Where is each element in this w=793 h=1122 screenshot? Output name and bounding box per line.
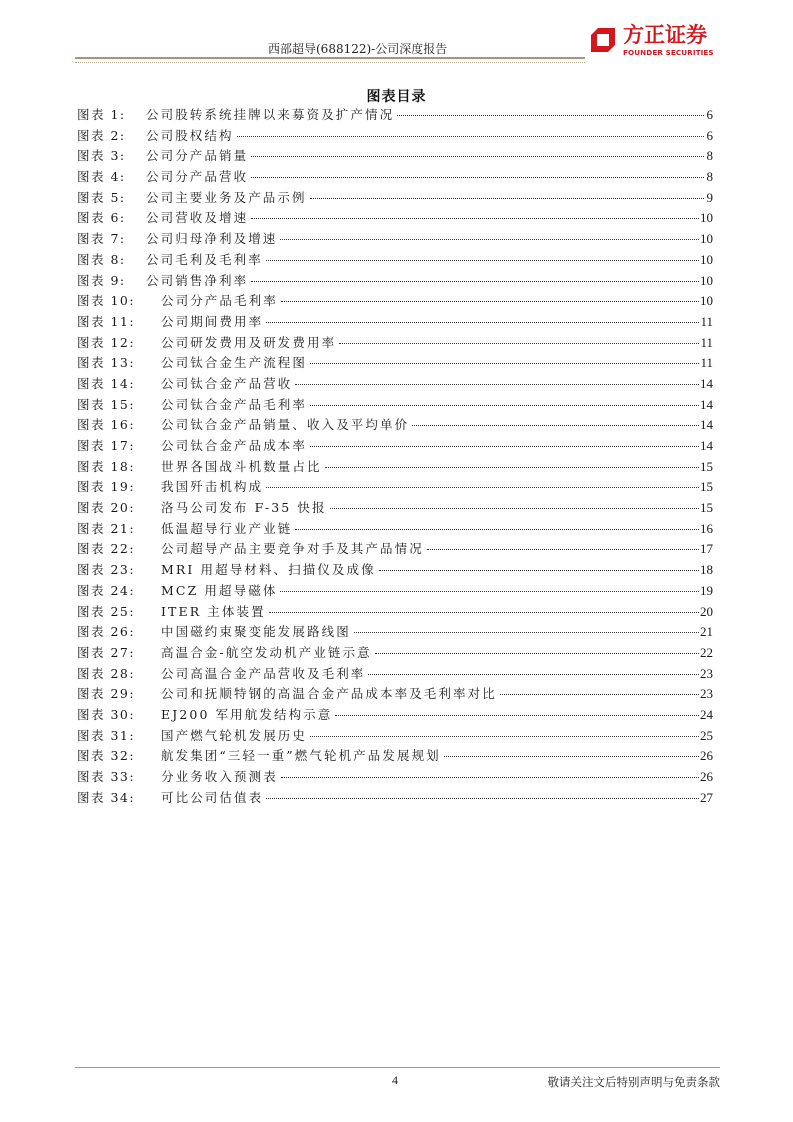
toc-entry[interactable] (77, 353, 713, 374)
toc-entry-page[interactable]: 26 (700, 748, 713, 764)
toc-entry-label: 图表 22: (77, 541, 136, 557)
toc-entry[interactable] (77, 333, 713, 354)
toc-entry[interactable] (77, 146, 713, 167)
toc-entry[interactable] (77, 457, 713, 478)
toc-entry-label: 图表 23: (77, 562, 136, 578)
toc-entry-label: 图表 14: (77, 375, 136, 391)
toc-entry-title[interactable]: 低温超导行业产业链 (161, 520, 293, 536)
toc-entry[interactable] (77, 539, 713, 560)
toc-entry-title[interactable]: 公司营收及增速 (146, 210, 249, 226)
toc-entry-page[interactable]: 23 (700, 686, 713, 702)
footer-divider (75, 1067, 720, 1068)
toc-entry[interactable] (77, 477, 713, 498)
toc-entry-label: 图表 20: (77, 500, 136, 516)
toc-entry-label: 图表 21: (77, 520, 136, 536)
toc-entry[interactable] (77, 560, 713, 581)
toc-entry-title[interactable]: 公司分产品销量 (146, 148, 249, 164)
toc-entry-page[interactable]: 24 (700, 706, 713, 722)
toc-entry[interactable] (77, 395, 713, 416)
toc-entry-title[interactable]: 公司高温合金产品营收及毛利率 (161, 665, 366, 681)
dot-leader (281, 301, 699, 302)
toc-entry-title[interactable]: EJ200 军用航发结构示意 (161, 706, 333, 722)
toc-entry-label: 图表 29: (77, 686, 136, 702)
toc-entry[interactable] (77, 684, 713, 705)
toc-entry[interactable] (77, 788, 713, 809)
toc-entry-title[interactable]: 世界各国战斗机数量占比 (161, 458, 322, 474)
toc-entry-page[interactable]: 18 (700, 562, 713, 578)
toc-entry-page[interactable]: 11 (700, 355, 713, 371)
toc-entry[interactable] (77, 105, 713, 126)
dot-leader (251, 218, 699, 219)
toc-entry-title[interactable]: 公司分产品营收 (146, 169, 249, 185)
toc-entry-label: 图表 3: (77, 148, 126, 164)
toc-entry-title[interactable]: 公司钛合金生产流程图 (161, 355, 308, 371)
header-dotted-divider (75, 62, 585, 63)
toc-entry-page[interactable]: 10 (700, 231, 713, 247)
dot-leader (269, 612, 699, 613)
toc-entry-label: 图表 17: (77, 438, 136, 453)
toc-entry-label: 图表 8: (77, 251, 126, 267)
toc-entry-page[interactable]: 15 (700, 500, 713, 516)
toc-entry-title[interactable]: 我国歼击机构成 (161, 479, 264, 495)
toc-entry-label: 图表 12: (77, 334, 136, 350)
toc-entry[interactable] (77, 643, 713, 664)
toc-entry[interactable] (77, 726, 713, 747)
toc-entry-page[interactable]: 14 (700, 438, 713, 453)
dot-leader (310, 363, 699, 364)
toc-entry-title[interactable]: 公司分产品毛利率 (161, 293, 278, 309)
dot-leader (427, 549, 699, 550)
toc-entry-page[interactable]: 16 (700, 520, 713, 536)
dot-leader (330, 508, 699, 509)
toc-entry-title[interactable]: 公司钛合金产品营收 (161, 375, 293, 391)
toc-entry[interactable] (77, 291, 713, 312)
toc-entry-title[interactable]: MRI 用超导材料、扫描仪及成像 (161, 562, 376, 578)
toc-entry-page[interactable]: 26 (700, 769, 713, 784)
dot-leader (354, 632, 699, 633)
toc-entry[interactable] (77, 271, 713, 292)
toc-entry-page[interactable]: 23 (700, 665, 713, 681)
toc-entry-page[interactable]: 15 (700, 479, 713, 495)
dot-leader (310, 736, 699, 737)
toc-entry[interactable] (77, 126, 713, 147)
toc-entry-page[interactable]: 20 (700, 603, 713, 619)
toc-entry-title[interactable]: 国产燃气轮机发展历史 (161, 727, 308, 743)
toc-entry[interactable] (77, 746, 713, 767)
toc-entry-label: 图表 16: (77, 417, 136, 433)
toc-entry-title[interactable]: 中国磁约束聚变能发展路线图 (161, 624, 351, 640)
toc-entry-page[interactable]: 14 (700, 375, 713, 391)
toc-entry-page[interactable]: 17 (700, 541, 713, 557)
toc-entry-title[interactable]: 公司钛合金产品毛利率 (161, 396, 308, 412)
dot-leader (325, 467, 699, 468)
toc-entry-title[interactable]: 航发集团“三轻一重”燃气轮机产品发展规划 (161, 748, 441, 764)
toc-title: 图表目录 (366, 89, 427, 105)
chart-index-list (77, 105, 713, 808)
toc-entry-label: 图表 32: (77, 748, 136, 764)
toc-entry-label: 图表 5: (77, 189, 126, 205)
toc-entry-label: 图表 9: (77, 272, 126, 288)
toc-entry[interactable] (77, 374, 713, 395)
toc-entry[interactable] (77, 498, 713, 519)
dot-leader (310, 405, 699, 406)
toc-entry-label: 图表 4: (77, 169, 126, 185)
toc-entry-page[interactable]: 10 (700, 210, 713, 226)
toc-entry[interactable] (77, 250, 713, 271)
toc-entry-title[interactable]: 公司钛合金产品成本率 (161, 438, 308, 453)
toc-entry-label: 图表 1: (77, 107, 126, 122)
toc-entry-page[interactable]: 8 (706, 148, 713, 164)
dot-leader (237, 136, 704, 137)
toc-entry-title[interactable]: 公司超导产品主要竞争对手及其产品情况 (161, 541, 424, 557)
toc-entry-page[interactable]: 10 (700, 293, 713, 309)
dot-leader (266, 260, 699, 261)
dot-leader (310, 446, 699, 447)
toc-entry-label: 图表 2: (77, 127, 126, 143)
toc-entry-page[interactable]: 19 (700, 582, 713, 598)
toc-entry-page[interactable]: 22 (700, 644, 713, 660)
toc-entry-title[interactable]: 公司主要业务及产品示例 (146, 189, 307, 205)
dot-leader (397, 115, 704, 116)
dot-leader (266, 487, 699, 488)
dot-leader (444, 756, 699, 757)
toc-entry-label: 图表 25: (77, 603, 136, 619)
dot-leader (251, 177, 704, 178)
toc-entry[interactable] (77, 229, 713, 250)
disclaimer-text: 敬请关注文后特别声明与免责条款 (547, 1075, 720, 1089)
toc-entry-label: 图表 24: (77, 582, 136, 598)
dot-leader (500, 694, 699, 695)
toc-entry-label: 图表 27: (77, 644, 136, 660)
dot-leader (379, 570, 699, 571)
toc-entry-title[interactable]: 分业务收入预测表 (161, 769, 278, 784)
toc-entry[interactable] (77, 581, 713, 602)
toc-entry[interactable] (77, 415, 713, 436)
logo-name-en: FOUNDER SECURITIES (623, 48, 714, 57)
toc-entry-title[interactable]: 公司毛利及毛利率 (146, 251, 263, 267)
toc-entry-title[interactable]: 可比公司估值表 (161, 789, 264, 805)
toc-entry-title[interactable]: 公司销售净利率 (146, 272, 249, 288)
toc-entry-title[interactable]: 高温合金-航空发动机产业链示意 (161, 644, 372, 660)
founder-logo-icon (589, 26, 617, 54)
dot-leader (280, 239, 699, 240)
toc-entry-page[interactable]: 11 (700, 313, 713, 329)
toc-entry-label: 图表 34: (77, 789, 136, 805)
toc-entry-label: 图表 11: (77, 313, 136, 329)
toc-entry-title[interactable]: 公司钛合金产品销量、收入及平均单价 (161, 417, 410, 433)
toc-entry-label: 图表 15: (77, 396, 136, 412)
report-title: 西部超导(688122)-公司深度报告 (268, 42, 448, 56)
toc-entry-title[interactable]: MCZ 用超导磁体 (161, 582, 278, 598)
toc-entry-title[interactable]: 公司和抚顺特钢的高温合金产品成本率及毛利率对比 (161, 686, 497, 702)
toc-entry[interactable] (77, 622, 713, 643)
toc-entry[interactable] (77, 602, 713, 623)
toc-entry-title[interactable]: 公司期间费用率 (161, 313, 264, 329)
toc-entry[interactable] (77, 188, 713, 209)
toc-entry-title[interactable]: 公司股权结构 (146, 127, 234, 143)
dot-leader (266, 322, 699, 323)
dot-leader (310, 198, 704, 199)
toc-entry-label: 图表 18: (77, 458, 136, 474)
dot-leader (412, 425, 699, 426)
toc-entry[interactable] (77, 208, 713, 229)
toc-entry-page[interactable]: 10 (700, 272, 713, 288)
toc-entry[interactable] (77, 167, 713, 188)
logo-name-cn: 方正证券 (623, 23, 707, 47)
header-divider (75, 57, 585, 59)
dot-leader (295, 529, 699, 530)
toc-entry-label: 图表 6: (77, 210, 126, 226)
dot-leader (251, 156, 704, 157)
toc-entry-label: 图表 31: (77, 727, 136, 743)
dot-leader (251, 281, 699, 282)
toc-entry-title[interactable]: 洛马公司发布 F-35 快报 (161, 500, 327, 516)
toc-entry-page[interactable]: 10 (700, 251, 713, 267)
toc-entry-page[interactable]: 11 (700, 334, 713, 350)
toc-entry[interactable] (77, 705, 713, 726)
toc-entry[interactable] (77, 664, 713, 685)
toc-entry-title[interactable]: 公司归母净利及增速 (146, 231, 278, 247)
toc-entry-label: 图表 10: (77, 293, 136, 309)
dot-leader (280, 591, 699, 592)
toc-entry-label: 图表 19: (77, 479, 136, 495)
toc-entry-label: 图表 26: (77, 624, 136, 640)
dot-leader (368, 674, 699, 675)
toc-entry-label: 图表 13: (77, 355, 136, 371)
toc-entry-title[interactable]: ITER 主体装置 (161, 603, 266, 619)
page-number: 4 (392, 1073, 398, 1087)
toc-entry-page[interactable]: 8 (706, 169, 713, 185)
page-header (75, 22, 720, 62)
dot-leader (295, 384, 699, 385)
toc-entry[interactable] (77, 312, 713, 333)
dot-leader (266, 798, 699, 799)
toc-entry[interactable] (77, 436, 713, 457)
toc-entry-title[interactable]: 公司研发费用及研发费用率 (161, 334, 337, 350)
toc-entry-page[interactable]: 27 (700, 789, 713, 805)
toc-entry-label: 图表 7: (77, 231, 126, 247)
dot-leader (375, 653, 699, 654)
toc-entry-page[interactable]: 21 (700, 624, 713, 640)
toc-entry-page[interactable]: 6 (706, 107, 713, 122)
dot-leader (281, 777, 699, 778)
toc-entry-label: 图表 33: (77, 769, 136, 784)
dot-leader (339, 343, 699, 344)
founder-securities-logo (586, 22, 722, 62)
toc-entry-page[interactable]: 9 (706, 189, 713, 205)
toc-entry[interactable] (77, 767, 713, 788)
toc-entry-label: 图表 30: (77, 706, 136, 722)
toc-entry-page[interactable]: 25 (700, 727, 713, 743)
toc-entry-label: 图表 28: (77, 665, 136, 681)
dot-leader (335, 715, 699, 716)
toc-entry-title[interactable]: 公司股转系统挂牌以来募资及扩产情况 (146, 107, 395, 122)
toc-entry-page[interactable]: 15 (700, 458, 713, 474)
toc-entry-page[interactable]: 14 (700, 417, 713, 433)
toc-entry-page[interactable]: 6 (706, 127, 713, 143)
toc-entry[interactable] (77, 519, 713, 540)
toc-entry-page[interactable]: 14 (700, 396, 713, 412)
